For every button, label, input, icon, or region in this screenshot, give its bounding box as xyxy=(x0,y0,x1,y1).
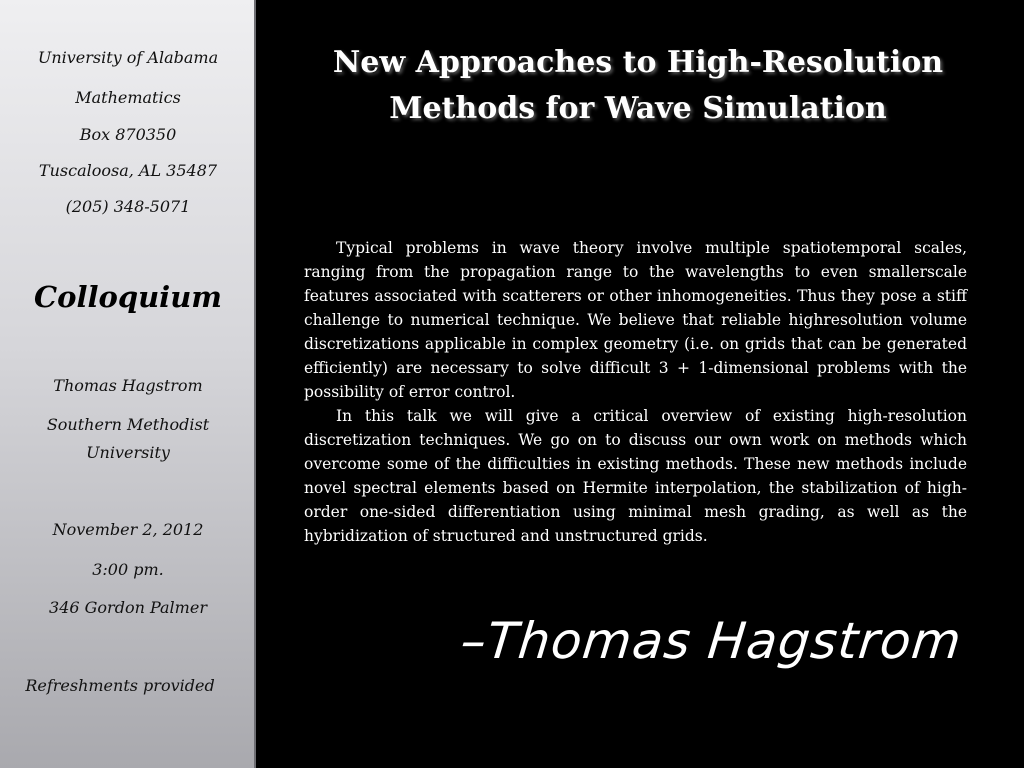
phone-number: (205) 348-5071 xyxy=(65,197,191,216)
university-name: University of Alabama xyxy=(37,48,219,67)
speaker-signature: –Thomas Hagstrom xyxy=(458,612,966,670)
refreshments-note: Refreshments provided xyxy=(25,676,215,695)
abstract-paragraph-1: Typical problems in wave theory involve multiple spatiotemporal scales, ranging from the propagation range to the wavelengths to even smallerscale features associated with scatterers or other inhomogeneities. Thus they pose a stiff challenge to numerical technique. We believe that reliable highresolution volume discretizations applicable in complex geometry (i.e. on grids that can be generated efficiently) are necessary to solve difficult 3 + 1-dimensional problems with the possibility of error control. xyxy=(304,239,967,401)
mailbox: Box 870350 xyxy=(79,125,177,144)
department-name: Mathematics xyxy=(75,88,181,107)
event-time: 3:00 pm. xyxy=(92,560,164,579)
talk-title xyxy=(288,40,988,132)
city-address: Tuscaloosa, AL 35487 xyxy=(38,161,218,180)
speaker-affiliation-line2: University xyxy=(86,443,170,462)
event-location: 346 Gordon Palmer xyxy=(49,598,207,617)
abstract-paragraph-2: In this talk we will give a critical overview of existing high-resolution discretization techniques. We go on to discuss our own work on methods which overcome some of the difficulties in existing methods. These new methods include novel spectral elements based on Hermite interpolation, the stabilization of high-order one-sided differentiation using minimal mesh grading, as well as the hybridization of structured and unstructured grids. xyxy=(304,407,967,545)
speaker-name: Thomas Hagstrom xyxy=(53,376,203,395)
talk-title-line2: Methods for Wave Simulation xyxy=(389,91,887,126)
event-type-heading: Colloquium xyxy=(34,280,222,314)
main-panel xyxy=(258,0,1024,768)
sidebar xyxy=(0,0,256,768)
speaker-affiliation-line1: Southern Methodist xyxy=(46,415,210,434)
event-date: November 2, 2012 xyxy=(52,520,204,539)
talk-title-line1: New Approaches to High-Resolution xyxy=(332,45,944,80)
abstract xyxy=(304,236,967,548)
